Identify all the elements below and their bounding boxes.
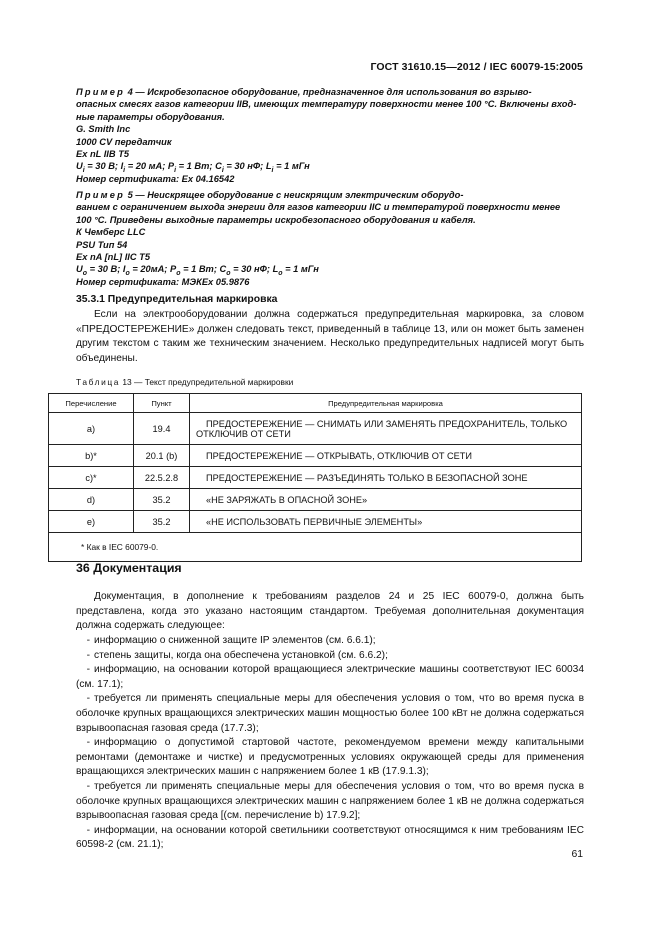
example-4-label: Пример — [76, 87, 125, 97]
cell-marking: «НЕ ИСПОЛЬЗОВАТЬ ПЕРВИЧНЫЕ ЭЛЕМЕНТЫ» — [190, 511, 582, 533]
table-row — [49, 413, 582, 445]
table-13-caption — [76, 377, 293, 387]
cell-enumeration: а) — [49, 413, 134, 445]
example-5-maker: К Чемберс LLC — [76, 227, 146, 238]
table-row — [49, 489, 582, 511]
table-row — [49, 467, 582, 489]
table-footnote: * Как в IEC 60079-0. — [49, 533, 582, 562]
example-4-line-1: 4 — Искробезопасное оборудование, предназначенное для использования во взрыво- — [127, 87, 532, 97]
example-5-text — [76, 189, 584, 226]
list-item: - требуется ли применять специальные меры для обеспечения условия о том, что во время пуска в оболочке крупных вращающихся электрических машин с напряжением более 1 кВ не должна содержаться взрывоопасная газовая среда [(см. перечисление b) 17.9.2]; — [76, 780, 584, 822]
example-5-model: PSU Тип 54 — [76, 239, 128, 250]
table-13-caption-prefix: Таблица — [76, 377, 121, 387]
example-4-text — [76, 86, 584, 123]
section-35-3-1-text: Если на электрооборудовании должна содержаться предупредительная маркировка, за словом «ПРЕДОСТЕРЕЖЕНИЕ» должен следовать текст, приведенный в таблице 13, или он может быть заменен другим текстом с таким же техническим значением. Несколько предупредительных надписей могут быть объединены. — [76, 309, 584, 364]
example-5-cert: Номер сертификата: МЭКЕх 05.9876 — [76, 276, 250, 287]
cell-clause: 35.2 — [134, 511, 190, 533]
list-item: - требуется ли применять специальные меры для обеспечения условия о том, что во время пуска в оболочке крупных вращающихся электрических машин мощностью более 100 кВт не должна содержаться взрывоопасная газовая среда (17.7.3); — [76, 693, 584, 734]
cell-marking: ПРЕДОСТЕРЕЖЕНИЕ — СНИМАТЬ ИЛИ ЗАМЕНЯТЬ ПРЕДОХРАНИТЕЛЬ, ТОЛЬКО ОТКЛЮЧИВ ОТ СЕТИ — [190, 413, 582, 445]
example-5-line-3: 100 °С. Приведены выходные параметры искробезопасного оборудования и кабеля. — [76, 214, 476, 225]
cell-marking: «НЕ ЗАРЯЖАТЬ В ОПАСНОЙ ЗОНЕ» — [190, 489, 582, 511]
example-5-params: $U_o = 30$ В; $I_o = 20мА$; $P_o = 1$ Вт; $C_o = 30$ нФ; $L_o = 1$ мГн — [76, 264, 319, 278]
example-5-line-1: 5 — Неискрящее оборудование с неискрящим электрическим оборудо- — [127, 190, 464, 200]
example-4-line-2: опасных смесях газов категории IIB, имеющих температуру поверхности менее 100 °С. Включены вход- — [76, 99, 577, 110]
list-item: - степень защиты, когда она обеспечена установкой (см. 6.6.2); — [86, 649, 388, 661]
cell-clause: 19.4 — [134, 413, 190, 445]
cell-enumeration: e) — [49, 511, 134, 533]
example-5-line-2: ванием с ограничением выхода энергии для газов категории IIC и температурой поверхности менее — [76, 202, 561, 213]
table-13 — [48, 393, 582, 562]
documentation-list — [76, 634, 584, 853]
header-enumeration: Перечисление — [49, 394, 134, 413]
list-item: - информацию о допустимой стартовой частоте, рекомендуемом времени между капитальными ремонтами (демонтаже и чистке) и предусмотренных условиях окружающей среды для применения вращающихся электрических машин с напряжением более 1 кВ (17.9.1.3); — [76, 737, 584, 778]
cell-enumeration: c)* — [49, 467, 134, 489]
table-13-caption-text: 13 — Текст предупредительной маркировки — [122, 377, 294, 387]
example-4-line-3: ные параметры оборудования. — [76, 111, 225, 122]
table-row — [49, 445, 582, 467]
cell-clause: 35.2 — [134, 489, 190, 511]
example-4 — [76, 86, 584, 185]
example-4-model: 1000 CV передатчик — [76, 136, 172, 147]
example-4-marking: Ex nL IIB T5 — [76, 149, 130, 160]
example-4-maker: G. Smith Inc — [76, 124, 131, 135]
list-item: - информацию, на основании которой вращающиеся электрические машины соответствуют IEC 60034 (см. 17.1); — [76, 664, 584, 690]
example-5-marking: Ex nA [nL] IIC T5 — [76, 252, 151, 263]
cell-clause: 22.5.2.8 — [134, 467, 190, 489]
example-5-label: Пример — [76, 190, 125, 200]
page-number: 61 — [571, 849, 583, 860]
cell-clause: 20.1 (b) — [134, 445, 190, 467]
section-35-3-1-body — [76, 308, 584, 366]
table-row — [49, 511, 582, 533]
standard-header: ГОСТ 31610.15—2012 / IEC 60079-15:2005 — [370, 61, 583, 73]
header-marking: Предупредительная маркировка — [190, 394, 582, 413]
example-5 — [76, 189, 584, 288]
section-36-title: 36 Документация — [76, 561, 182, 575]
header-clause: Пункт — [134, 394, 190, 413]
cell-enumeration: b)* — [49, 445, 134, 467]
list-item: - информацию о сниженной защите IP элементов (см. 6.6.1); — [86, 635, 376, 646]
example-4-cert: Номер сертификата: Ex 04.16542 — [76, 173, 235, 184]
table-header-row — [49, 394, 582, 413]
section-35-3-1-title: 35.3.1 Предупредительная маркировка — [76, 294, 278, 305]
table-footnote-row — [49, 533, 582, 562]
example-4-params: $U_i = 30$ В; $I_i = 20$ мА; $P_i = 1$ Вт; $C_i = 30$ нФ; $L_i = 1$ мГн — [76, 161, 310, 175]
cell-marking: ПРЕДОСТЕРЕЖЕНИЕ — ОТКРЫВАТЬ, ОТКЛЮЧИВ ОТ СЕТИ — [190, 445, 582, 467]
cell-enumeration: d) — [49, 489, 134, 511]
list-item: - информации, на основании которой светильники соответствуют относящимся к ним требованиям IEC 60598-2 (см. 21.1); — [76, 824, 584, 851]
section-36-intro: Документация, в дополнение к требованиям разделов 24 и 25 IEC 60079-0, должна быть представлена, когда это указано настоящим стандартом. Требуемая дополнительная документация должна содержать следующее: — [76, 591, 584, 632]
cell-marking: ПРЕДОСТЕРЕЖЕНИЕ — РАЗЪЕДИНЯТЬ ТОЛЬКО В БЕЗОПАСНОЙ ЗОНЕ — [190, 467, 582, 489]
section-36-intro-block — [76, 590, 584, 634]
